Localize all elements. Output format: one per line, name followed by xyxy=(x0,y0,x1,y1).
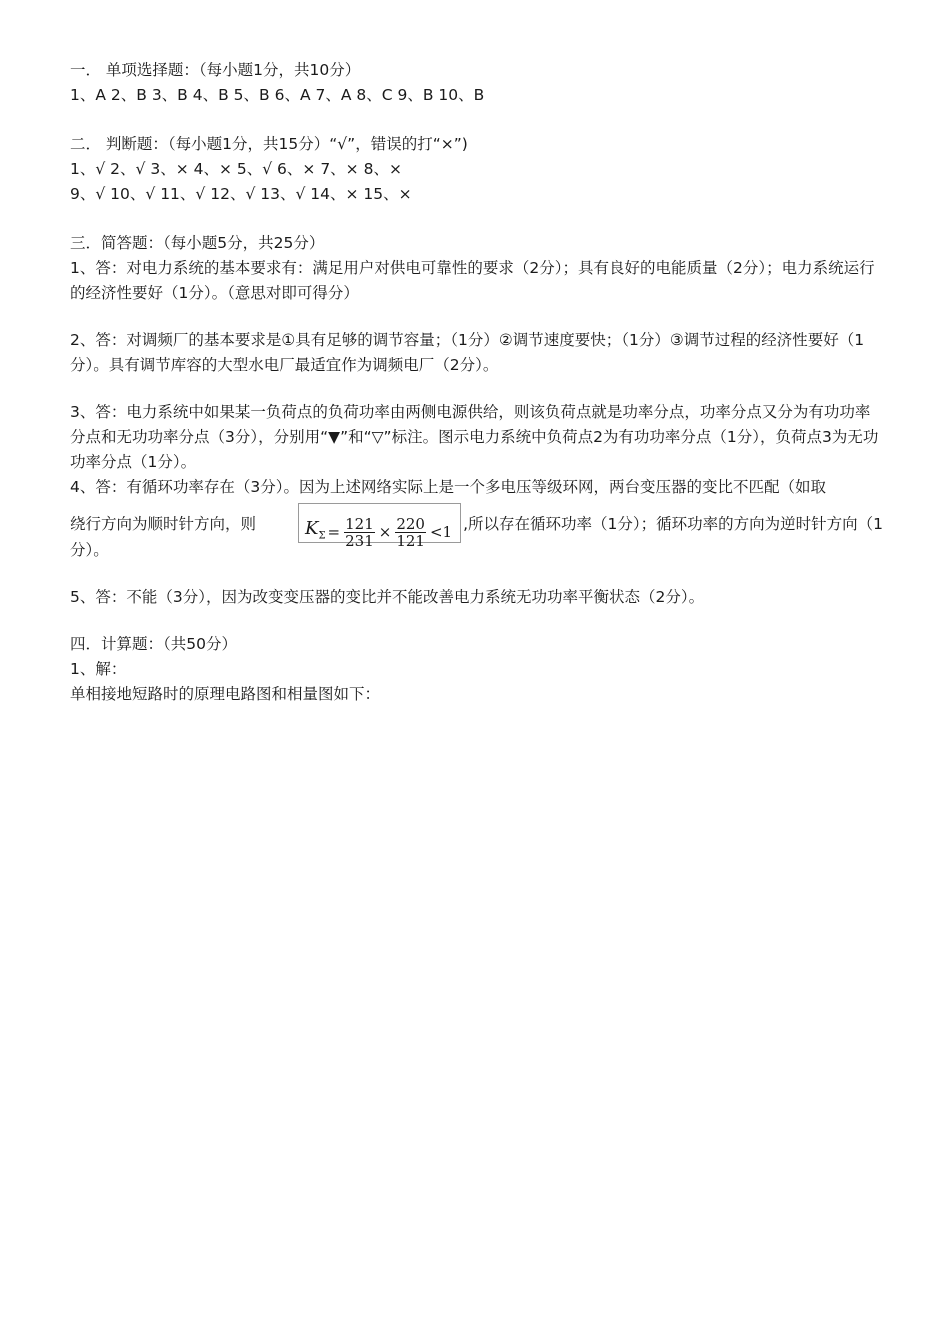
section1-title: 一． 单项选择题：（每小题1分，共10分） xyxy=(70,61,361,79)
section3-title: 三．简答题：（每小题5分，共25分） xyxy=(70,234,325,252)
section2-title: 二． 判断题：（每小题1分，共15分）“√”，错误的打“×”) xyxy=(70,135,468,153)
section4-question-1-text: 单相接地短路时的原理电路图和相量图如下： xyxy=(70,685,381,703)
formula-k: $K_\Sigma$ xyxy=(305,517,326,542)
formula-times: × xyxy=(378,523,392,542)
answer-4-pre-text: 绕行方向为顺时针方向，则 xyxy=(70,515,257,533)
section1-answers: 1、A 2、B 3、B 4、B 5、B 6、A 7、A 8、C 9、B 10、B xyxy=(70,86,485,104)
section3-answer-2: 2、答：对调频厂的基本要求是①具有足够的调节容量；（1分）②调节速度要快；（1分）③调节过程的经济性要好（1分）。具有调节库容的大型水电厂最适宜作为调频电厂（2分）。 xyxy=(70,331,865,374)
section3-answer-4-end: 分）。 xyxy=(70,541,109,559)
section3-answer-4-line1: 4、答：有循环功率存在（3分）。因为上述网络实际上是一个多电压等级环网，两台变压器的变比不匹配（如取 xyxy=(70,478,826,496)
section2-answers-row1: 1、√ 2、√ 3、× 4、× 5、√ 6、× 7、× 8、× xyxy=(70,160,402,178)
section3-answer-3: 3、答：电力系统中如果某一负荷点的负荷功率由两侧电源供给，则该负荷点就是功率分点，功率分点又分为有功功率分点和无功功率分点（3分），分别用“▼”和“▽”标注。图示电力系统中负荷点2为有功功率分点（1分），负荷点3为无功功率分点（1分）。 xyxy=(70,403,879,471)
section3-answer-5: 5、答：不能（3分），因为改变变压器的变比并不能改善电力系统无功功率平衡状态（2分）。 xyxy=(70,588,705,606)
section2-answers-row2: 9、√ 10、√ 11、√ 12、√ 13、√ 14、× 15、× xyxy=(70,185,412,203)
formula-fraction-2: $\frac{220}{121}$ xyxy=(396,514,425,550)
section4-question-1: 1、解： xyxy=(70,660,127,678)
section4-title: 四．计算题：（共50分） xyxy=(70,635,237,653)
section3-answer-4-line2 xyxy=(70,500,882,548)
formula-relation: <1 xyxy=(429,523,453,542)
section3-answer-1: 1、答：对电力系统的基本要求有：满足用户对供电可靠性的要求（2分）；具有良好的电能质量（2分）；电力系统运行的经济性要好（1分）。（意思对即可得分） xyxy=(70,259,875,302)
formula-fraction-1: $\frac{121}{231}$ xyxy=(345,514,374,550)
k-sigma-formula xyxy=(298,503,461,550)
answer-4-post-text: ,所以存在循环功率（1分）；循环功率的方向为逆时针方向（1 xyxy=(463,515,884,533)
document-page xyxy=(70,58,882,707)
formula-equals: = xyxy=(327,523,341,542)
